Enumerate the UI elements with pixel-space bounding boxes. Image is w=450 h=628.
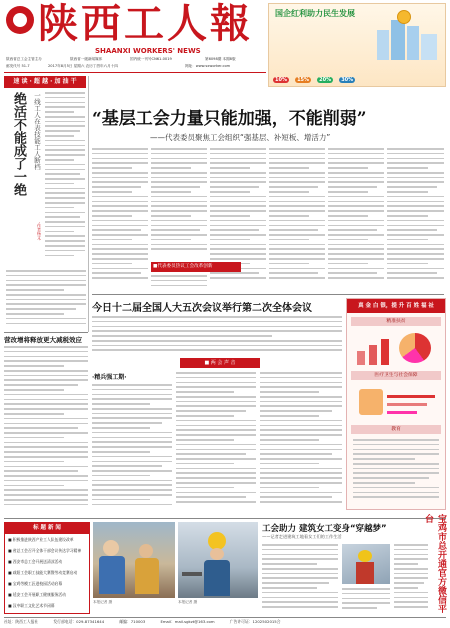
info-card-text bbox=[353, 439, 439, 505]
newspaper-title-en: SHAANXI WORKERS' NEWS bbox=[95, 47, 201, 55]
left-vertical-title: 绝活不能成了一绝 bbox=[11, 92, 26, 196]
feature-sub: ——记者走进建筑工地看女工们的工作生活 bbox=[262, 534, 342, 539]
info-card-title: 真 金 白 银，提 升 百 姓 福 祉 bbox=[347, 299, 445, 313]
second-story bbox=[92, 316, 342, 356]
promo-bars bbox=[273, 66, 443, 86]
footer-phone: 发行部电话：029-87341644 bbox=[53, 619, 105, 624]
masthead-code: 邮发代号 51-7 bbox=[6, 64, 30, 68]
second-headline: 今日十二届全国人大五次会议举行第二次全体会议 bbox=[92, 303, 312, 314]
masthead-url: 网址：www.sxworker.com bbox=[185, 64, 231, 68]
main-story-col-1 bbox=[92, 148, 148, 288]
feature-col-3 bbox=[394, 544, 428, 614]
main-story-col-2b bbox=[151, 275, 207, 289]
footer-postcode: 邮编：710003 bbox=[119, 619, 146, 624]
side-vertical-banner: 宝鸡市总开通官方微信平台 bbox=[423, 514, 446, 613]
info-card-bar-chart-icon bbox=[355, 331, 439, 365]
masthead-edition-label: 陕西省一级新闻媒体 bbox=[70, 57, 103, 61]
masthead-org: 陕西省总工会主管主办 bbox=[6, 57, 42, 61]
newspaper-title: 陕西工人報 bbox=[38, 0, 253, 47]
footer-rule bbox=[4, 617, 446, 618]
footer-license: 广告许可证：1202502015合 bbox=[229, 619, 281, 624]
teaser-item-6: ■ 汉中职工文化艺术节闭幕 bbox=[8, 603, 55, 608]
photo-right-caption: 本报记者 摄 bbox=[178, 600, 198, 604]
info-card bbox=[346, 298, 446, 510]
bar-label-0: 10% bbox=[275, 77, 287, 83]
info-card-figure bbox=[355, 385, 439, 419]
promo-illustration bbox=[369, 10, 443, 62]
teaser-box bbox=[4, 522, 90, 614]
bar-label-3: 30% bbox=[341, 77, 354, 83]
footer-address: 社址：陕西工人报社 bbox=[4, 619, 39, 624]
coin-icon bbox=[397, 10, 411, 24]
left-column-header: 速 读 · 超 越 · 加 油 干 bbox=[4, 76, 86, 88]
teaser-title: 标 题 新 闻 bbox=[5, 523, 89, 534]
left-column-text-2 bbox=[6, 270, 86, 328]
main-story-col-4 bbox=[269, 148, 325, 288]
feature-title: 工会助力 建筑女工变身“穿越梦” bbox=[262, 524, 387, 534]
main-headline: “基层工会力量只能加强，不能削弱” bbox=[92, 109, 367, 129]
teaser-item-4: ■ 宝鸡劳模工匠进校园活动启幕 bbox=[8, 581, 63, 586]
teaser-item-0: ■ 积极推进陕西产业工人队伍建设改革 bbox=[8, 537, 74, 542]
masthead-logo-icon-inner bbox=[13, 13, 27, 27]
feature-col-2 bbox=[342, 588, 390, 614]
teaser-item-2: ■ 西安市总工会开展送清凉活动 bbox=[8, 559, 63, 564]
main-story-col-2 bbox=[151, 148, 207, 258]
column-headline: ·精兵强工期· bbox=[92, 374, 127, 381]
photo-left-caption: 本报记者 摄 bbox=[93, 600, 113, 604]
left-vertical-sub: 一线工人在表技能工人断档 bbox=[33, 92, 41, 170]
masthead-phone: 国内统一刊号CN61-0019 bbox=[130, 57, 172, 61]
photo-left bbox=[93, 522, 175, 598]
main-story-col-6 bbox=[387, 148, 444, 288]
masthead-date: 2017年8月5日 星期六 农历丁酉年六月十四 bbox=[48, 64, 118, 68]
main-subheadline: ——代表委员聚焦工会组织“强基层、补短板、增活力” bbox=[150, 133, 331, 142]
left-column-text bbox=[45, 92, 85, 268]
main-story-col-5 bbox=[328, 148, 384, 288]
promo-banner-title: 国企红利助力民生发展 bbox=[275, 9, 355, 18]
mid-col-2 bbox=[176, 372, 256, 516]
divider-bottom bbox=[4, 518, 446, 519]
mid-col-3 bbox=[260, 372, 342, 516]
left-column-divider bbox=[88, 76, 89, 332]
feature-photo bbox=[342, 544, 390, 584]
teaser-item-3: ■ 咸阳工会职工技能大赛暨劳动竞赛启动 bbox=[8, 570, 78, 575]
feature-col-1 bbox=[262, 544, 338, 614]
divider-left bbox=[4, 332, 88, 333]
left-author: ·作者杨文· bbox=[37, 222, 42, 241]
masthead-issue: 第6098期 本期8版 bbox=[205, 57, 236, 61]
promo-banner bbox=[268, 3, 446, 87]
info-card-row-0: 精准扶贫 bbox=[351, 317, 441, 326]
divider-1 bbox=[92, 294, 444, 295]
footer bbox=[4, 619, 446, 627]
masthead-rule bbox=[4, 72, 266, 73]
mid-col-1 bbox=[92, 384, 172, 516]
sidebar-story bbox=[4, 346, 88, 516]
teaser-item-1: ■ 省总工会召开全体干部会议传达学习精神 bbox=[8, 548, 82, 553]
bar-label-1: 15% bbox=[297, 77, 310, 83]
bar-label-2: 20% bbox=[319, 77, 332, 83]
story-box-label: ■代表委员热议工会改革创新 bbox=[151, 262, 241, 272]
info-card-row-1: 医疗卫生与社会保障 bbox=[351, 371, 441, 380]
section-tag: ■ 两 会 声 音 bbox=[180, 358, 260, 368]
info-card-row-2: 教育 bbox=[351, 425, 441, 434]
teaser-item-5: ■ 延安工会开展职工健康服务活动 bbox=[8, 592, 66, 597]
photo-right bbox=[178, 522, 258, 598]
footer-email: Email：mail.sgkzt@163.com bbox=[160, 619, 215, 624]
sidebar-headline: 营改增将释放更大减税效应 bbox=[4, 336, 82, 344]
